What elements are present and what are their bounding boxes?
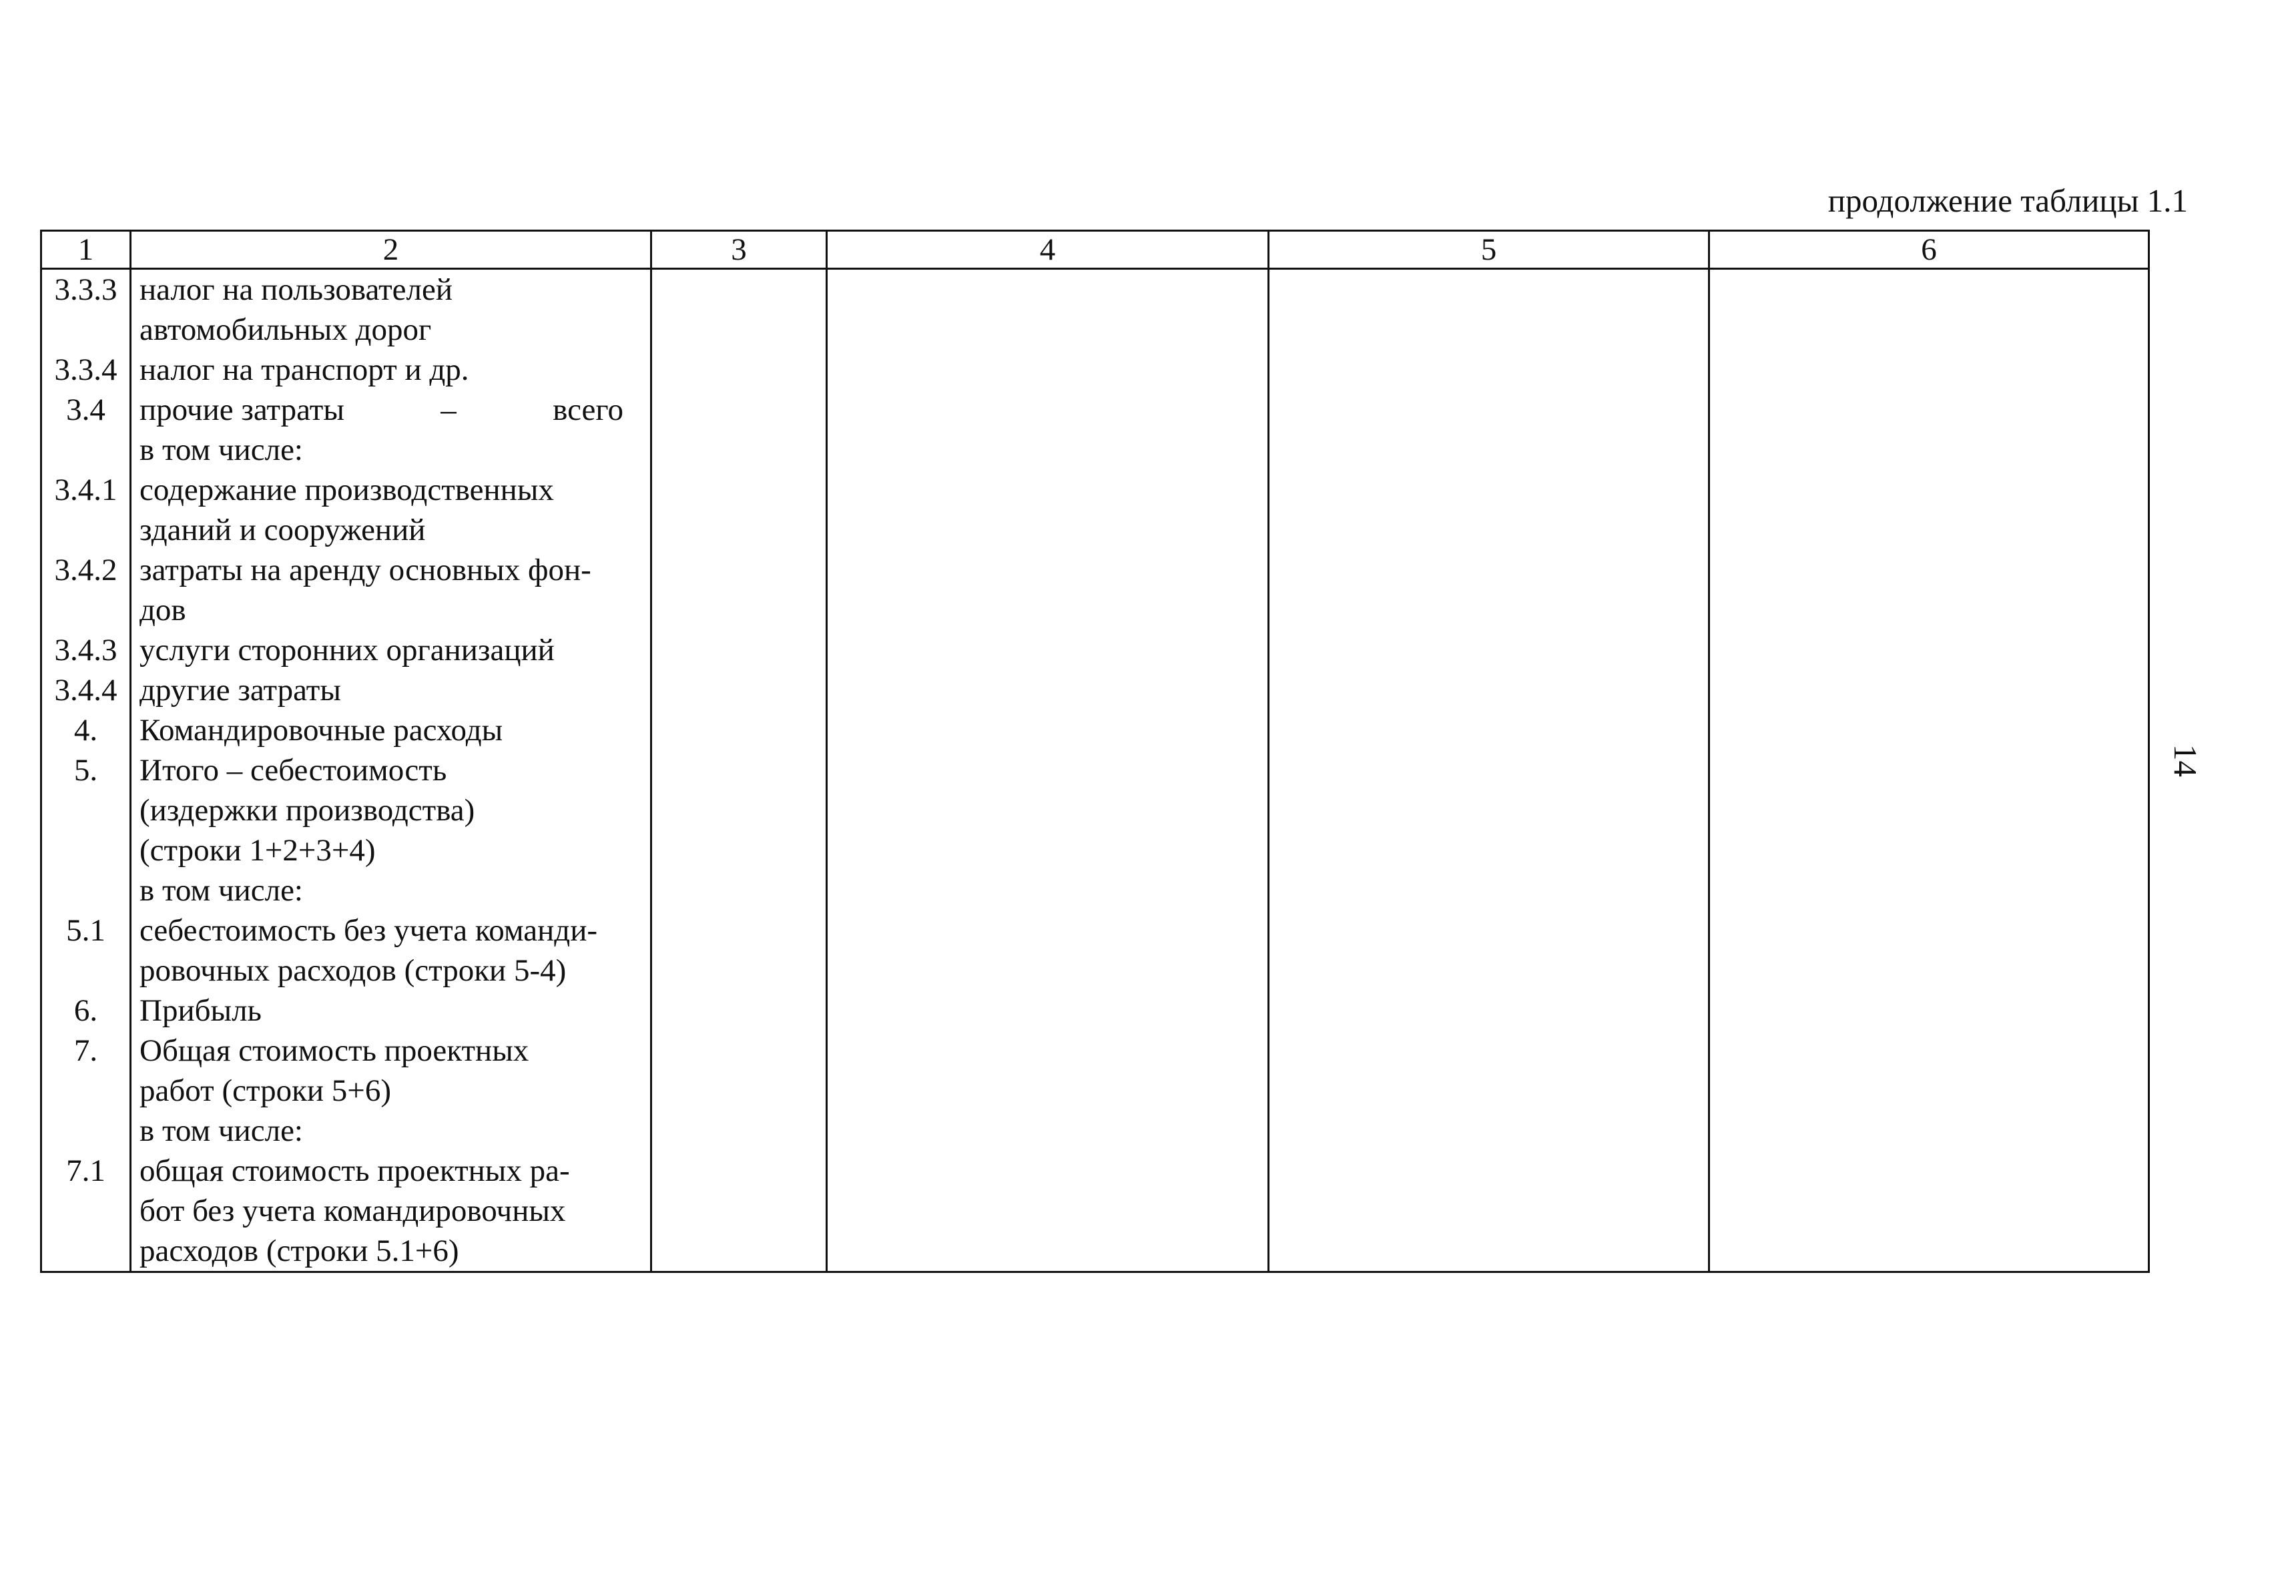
table-caption: продолжение таблицы 1.1 bbox=[1827, 182, 2188, 219]
row-description: в том числе: bbox=[139, 1113, 303, 1148]
column-header-5: 5 bbox=[1269, 231, 1709, 269]
column-5-cell bbox=[1269, 269, 1709, 1272]
row-description: в том числе: bbox=[139, 433, 303, 467]
column-header-1: 1 bbox=[41, 231, 131, 269]
row-number bbox=[42, 790, 129, 830]
row-description: зданий и сооружений bbox=[139, 513, 426, 547]
table-header bbox=[41, 231, 2149, 269]
row-description: налог на пользователей bbox=[139, 272, 453, 307]
row-description: (строки 1+2+3+4) bbox=[139, 833, 376, 868]
row-description: в том числе: bbox=[139, 873, 303, 908]
row-description: затраты на аренду основных фон- bbox=[139, 553, 591, 587]
row-number-column bbox=[41, 269, 131, 1272]
column-4-cell bbox=[827, 269, 1269, 1272]
cost-table bbox=[40, 230, 2150, 1273]
row-number: 5. bbox=[73, 753, 98, 788]
row-number: 5.1 bbox=[66, 913, 105, 948]
row-number: 3.3.3 bbox=[54, 272, 117, 307]
row-description: содержание производственных bbox=[139, 473, 554, 507]
row-number: 3.4.2 bbox=[54, 553, 117, 587]
row-number: 4. bbox=[73, 713, 98, 748]
row-description-part: – bbox=[441, 392, 457, 427]
row-description: себестоимость без учета команди- bbox=[139, 913, 598, 948]
row-number bbox=[42, 590, 129, 630]
row-number bbox=[42, 1191, 129, 1231]
row-number: 3.4.3 bbox=[54, 633, 117, 668]
row-description: бот без учета командировочных bbox=[139, 1193, 566, 1228]
row-number bbox=[42, 430, 129, 470]
row-description: (издержки производства) bbox=[139, 793, 475, 828]
description-column bbox=[131, 269, 651, 1272]
row-description: дов bbox=[139, 593, 186, 627]
row-number: 3.4 bbox=[66, 392, 105, 427]
row-description-part: всего bbox=[553, 392, 623, 427]
row-description: общая стоимость проектных ра- bbox=[139, 1153, 570, 1188]
row-number bbox=[42, 1111, 129, 1151]
row-number: 7.1 bbox=[66, 1153, 105, 1188]
row-description: другие затраты bbox=[139, 673, 341, 708]
page-number: 14 bbox=[2167, 744, 2204, 777]
row-number: 6. bbox=[73, 993, 98, 1028]
row-description: ровочных расходов (строки 5-4) bbox=[139, 953, 567, 988]
row-number bbox=[42, 1071, 129, 1111]
row-description-part: прочие затраты bbox=[139, 392, 344, 427]
row-description: Командировочные расходы bbox=[139, 713, 503, 748]
row-number: 3.4.4 bbox=[54, 673, 117, 708]
row-description: налог на транспорт и др. bbox=[139, 352, 469, 387]
column-6-cell bbox=[1709, 269, 2149, 1272]
row-description: Общая стоимость проектных bbox=[139, 1033, 529, 1068]
row-number bbox=[42, 870, 129, 910]
row-number bbox=[42, 1231, 129, 1271]
column-header-2: 2 bbox=[131, 231, 651, 269]
row-description: автомобильных дорог bbox=[139, 312, 432, 347]
column-header-3: 3 bbox=[651, 231, 827, 269]
row-description: расходов (строки 5.1+6) bbox=[139, 1234, 459, 1268]
row-description: Итого – себестоимость bbox=[139, 753, 447, 788]
table-body-row bbox=[41, 269, 2149, 1272]
row-number: 7. bbox=[73, 1033, 98, 1068]
row-number: 3.3.4 bbox=[54, 352, 117, 387]
row-number bbox=[42, 951, 129, 991]
row-description bbox=[131, 390, 650, 430]
row-number: 3.4.1 bbox=[54, 473, 117, 507]
column-3-cell bbox=[651, 269, 827, 1272]
row-number bbox=[42, 830, 129, 870]
row-description: услуги сторонних организаций bbox=[139, 633, 555, 668]
header-row bbox=[41, 231, 2149, 269]
row-number bbox=[42, 510, 129, 550]
row-description: работ (строки 5+6) bbox=[139, 1073, 391, 1108]
row-description: Прибыль bbox=[139, 993, 262, 1028]
row-number bbox=[42, 310, 129, 350]
column-header-6: 6 bbox=[1709, 231, 2149, 269]
column-header-4: 4 bbox=[827, 231, 1269, 269]
